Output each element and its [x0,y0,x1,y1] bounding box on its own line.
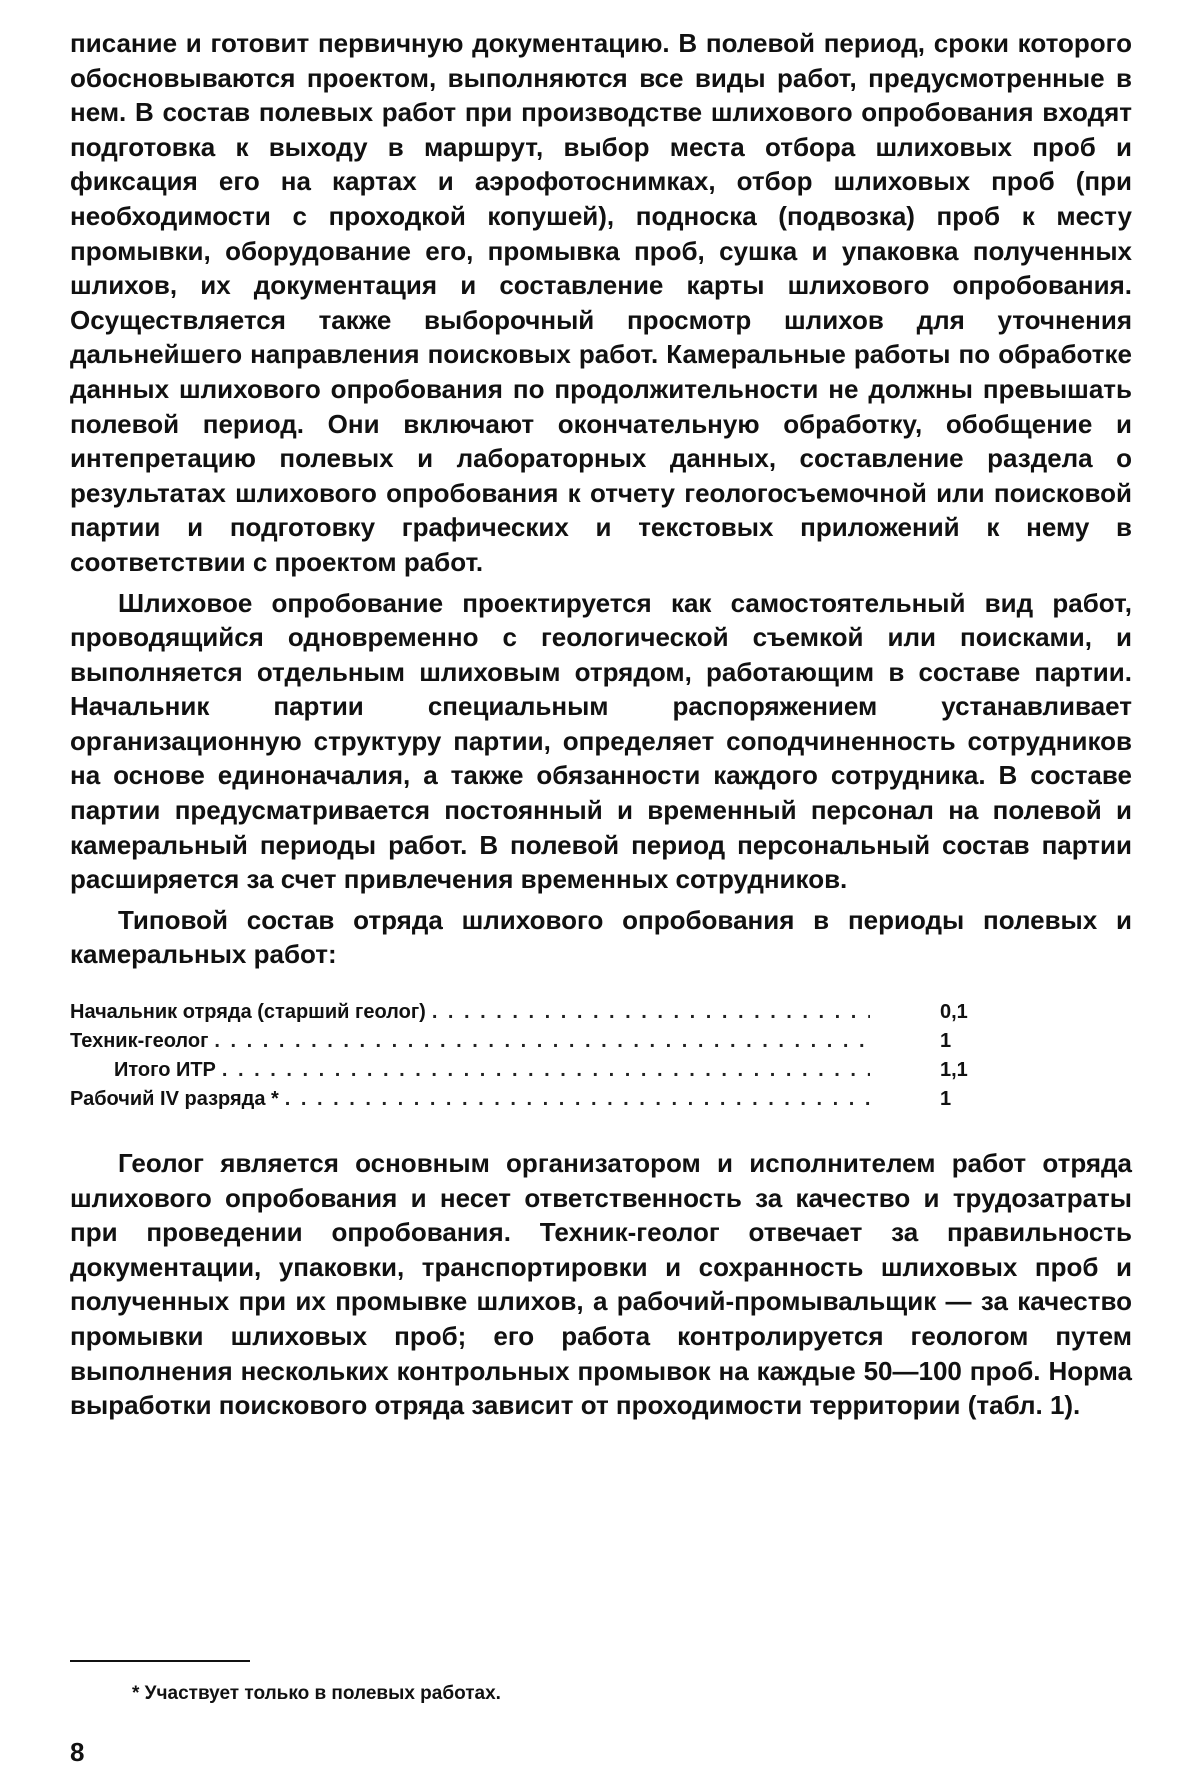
staff-table [70,998,1030,1114]
dot-leader [285,1085,870,1114]
paragraph-4: Геолог является основным организатором и исполнителем работ отряда шлихового опробования и несет ответственность за качество и трудозатраты при проведении опробования. Техник-геолог отвечает за правильность документации, упаковки, транспортировки и сохранность шлиховых проб и полученных при их промывке шлихов, а рабочий-промывальщик — за качество промывки шлиховых проб; его работа контролируется геологом путем выполнения нескольких контрольных промывок на каждые 50—100 проб. Норма выработки поискового отряда зависит от проходимости территории (табл. 1). [70,1148,1132,1421]
dot-leader [214,1027,870,1056]
staff-row [70,1027,1030,1056]
staff-count: 1,1 [940,1059,968,1082]
staff-position: Техник-геолог [70,1030,209,1053]
staff-row-total [70,1056,1030,1085]
page-number: 8 [70,1737,85,1767]
staff-count: 1 [940,1088,952,1111]
footnote-divider [70,1660,250,1662]
staff-position: Итого ИТР [114,1059,216,1082]
footnote: * Участвует только в полевых работах. [132,1683,501,1704]
staff-count: 1 [940,1030,952,1053]
paragraph-2: Шлиховое опробование проектируется как самостоятельный вид работ, проводящийся одновременно с геологической съемкой или поисками, и выполняется отдельным шлиховым отрядом, работающим в составе партии. Начальник партии специальным распоряжением устанавливает организационную структуру партии, определяет соподчиненность сотрудников на основе единоначалия, а также обязанности каждого сотрудника. В составе партии предусматривается постоянный и временный персонал на полевой и камеральный периоды работ. В полевой период персональный состав партии расширяется за счет привлечения временных сотрудников. [70,587,1132,895]
dot-leader [222,1056,870,1085]
staff-count: 0,1 [940,1001,968,1024]
dot-leader [432,998,870,1027]
staff-row [70,998,1030,1027]
paragraph-3: Типовой состав отряда шлихового опробования в периоды полевых и камеральных работ: [70,904,1132,970]
staff-position: Рабочий IV разряда * [70,1088,279,1111]
paragraph-1: писание и готовит первичную документацию. В полевой период, сроки которого обосновываются проектом, выполняются все виды работ, предусмотренные в нем. В состав полевых работ при производстве шлихового опробования входят подготовка к выходу в маршрут, выбор места отбора шлиховых проб и фиксация его на картах и аэрофотоснимках, отбор шлиховых проб (при необходимости с проходкой копушей), подноска (подвозка) проб к месту промывки, оборудование его, промывка проб, сушка и упаковка полученных шлихов, их документация и составление карты шлихового опробования. Осуществляется также выборочный просмотр шлихов для уточнения дальнейшего направления поисковых работ. Камеральные работы по обработке данных шлихового опробования по продолжительности не должны превышать полевой период. Они включают окончательную обработку, обобщение и интепретацию полевых и лабораторных данных, составление раздела о результатах шлихового опробования к отчету геологосъемочной или поисковой партии и подготовку графических и текстовых приложений к нему в соответствии с проектом работ. [70,28,1132,577]
staff-position: Начальник отряда (старший геолог) [70,1001,426,1024]
staff-row [70,1085,1030,1114]
